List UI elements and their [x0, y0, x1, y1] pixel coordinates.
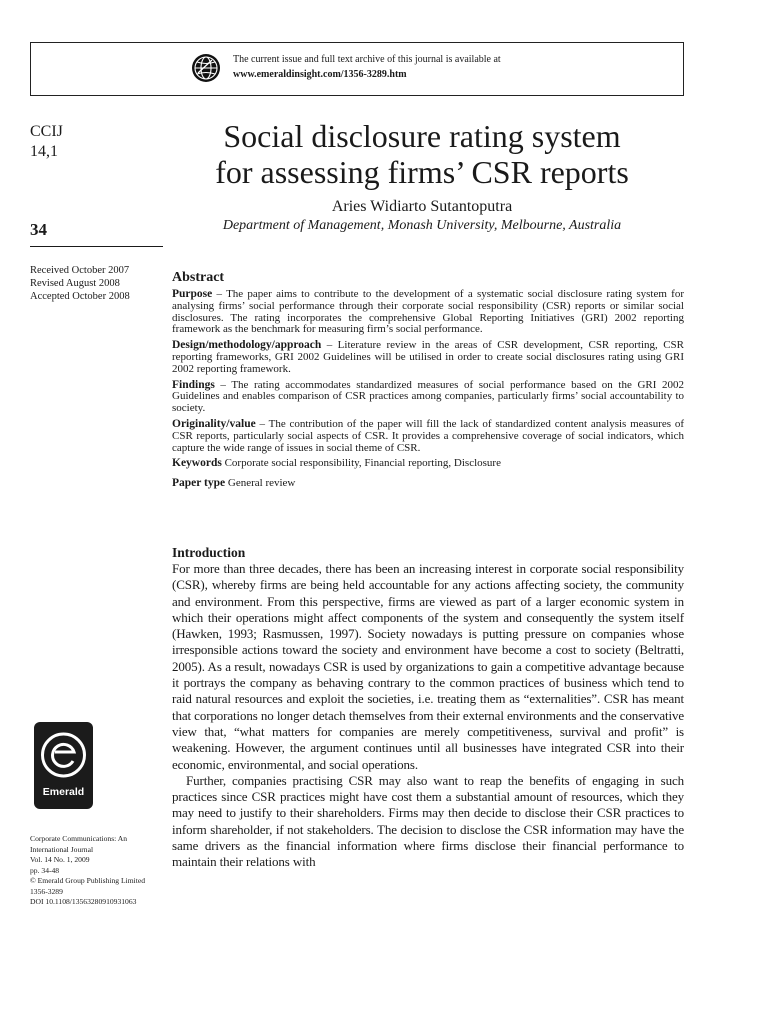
design-label: Design/methodology/approach [172, 339, 322, 352]
citation-block [30, 834, 170, 908]
submission-dates [30, 264, 130, 303]
citation-publisher: © Emerald Group Publishing Limited [30, 876, 146, 885]
abstract-keywords [172, 458, 684, 470]
banner-text [233, 52, 501, 82]
journal-volume: 14,1 [30, 143, 58, 160]
emerald-logo [34, 722, 93, 809]
citation-issn: 1356-3289 [30, 886, 63, 896]
citation-journal-line-2: International Journal [30, 844, 94, 854]
introduction-paragraph-2: Further, companies practising CSR may also want to reap the benefits of engaging in such practices since CSR practices might have cost them a substantial amount of resources, which they may need to justify to their shareholders. Firms may then decide to disclose their CSR practices to inform shareholder, if not stakeholders. The decision to disclose the CSR information may have the same drivers as the financial information where firms disclose their financial performance to maintain their relations with [172, 772, 684, 870]
purpose-text: – The paper aims to contribute to the development of a systematic social disclosure rating system for analysing firms’ social performance through their corporate social responsibility (CSR) reports or similar social disclosures. The rating incorporates the comprehensive Global Reporting Initiatives (GRI) 2002 reporting framework as the benchmark for measuring firm’s social performance. [172, 288, 684, 336]
abstract-heading: Abstract [172, 270, 225, 285]
originality-label: Originality/value [172, 417, 256, 430]
abstract-originality [172, 419, 684, 454]
abstract-paper-type [172, 478, 684, 490]
paper-type-label: Paper type [172, 477, 226, 490]
introduction-heading: Introduction [172, 545, 246, 560]
globe-icon [191, 53, 221, 83]
date-revised: Revised August 2008 [30, 278, 120, 289]
journal-code [30, 122, 63, 162]
findings-label: Findings [172, 378, 215, 391]
journal-url-link[interactable]: www.emeraldinsight.com/1356-3289.htm [233, 69, 407, 80]
date-accepted: Accepted October 2008 [30, 291, 130, 302]
originality-text: – The contribution of the paper will fill the lack of standardized content analysis measures of CSR reports, particularly social aspects of CSR. It provides a comprehensive coverage of social indicators, which capture the wide range of issues in social theme of CSR. [172, 417, 684, 454]
abstract-design [172, 340, 684, 375]
abstract-findings [172, 380, 684, 415]
date-received: Received October 2007 [30, 265, 130, 276]
findings-text: – The rating accommodates standardized measures of social performance based on the GRI 2002 Guidelines and enables comparison of CSR practices among companies, particularly firms’ social accountability to society. [172, 378, 684, 415]
keywords-label: Keywords [172, 457, 222, 470]
citation-journal-line-1: Corporate Communications: An [30, 834, 128, 843]
journal-archive-banner [30, 42, 684, 96]
introduction-section [172, 545, 684, 871]
title-line-1: Social disclosure rating system [223, 118, 621, 154]
emerald-e-icon [34, 722, 93, 786]
introduction-paragraph-1: For more than three decades, there has been an increasing interest in corporate social responsibility (CSR), whereby firms are being held accountable for any actions affecting society, the community and environment. From this perspective, firms are viewed as part of a larger economic system in which their operations might affect components of the system and consequently the system itself (Hawken, 1993; Rasmussen, 1997). Society nowadays is putting pressure on companies whose irresponsible actions toward the society and environment have become a cost to society (Beltratti, 2005). As a result, nowadays CSR is used by organizations to gain a competitive advantage because it portrays the company as behaving contrary to the common practices of business which tend to raid natural resources and exploit the societies, i.e. treating them as “externalities”. CSR has meant that corporations no longer detach themselves from their external environments and the conservative view that, “what matters for companies are merely competitiveness, survival and profit” is weakening. However, the argument continues until all businesses have integrated CSR into their economic, environmental, and social operations. [172, 561, 684, 772]
banner-availability-note: The current issue and full text archive of this journal is available at [233, 54, 501, 65]
purpose-label: Purpose [172, 288, 213, 300]
author-affiliation: Department of Management, Monash University, Melbourne, Australia [222, 218, 622, 233]
title-line-2: for assessing firms’ CSR reports [215, 154, 629, 190]
abstract-section [172, 270, 684, 498]
article-title [160, 118, 684, 190]
author-name: Aries Widiarto Sutantoputra [331, 198, 513, 215]
design-text: – Literature review in the areas of CSR development, CSR reporting, CSR reporting frameworks, GRI 2002 Guidelines will be utilised in order to create social disclosures rating using GRI 2002 reporting framework. [172, 339, 684, 375]
citation-pages: pp. 34-48 [30, 865, 60, 875]
keywords-text: Corporate social responsibility, Financial reporting, Disclosure [221, 457, 501, 470]
citation-doi: DOI 10.1108/13563280910931063 [30, 897, 137, 906]
paper-type-text: General review [225, 477, 296, 490]
journal-abbrev: CCIJ [30, 123, 63, 140]
citation-volume: Vol. 14 No. 1, 2009 [30, 855, 90, 864]
abstract-purpose [172, 289, 684, 336]
emerald-logo-label: Emerald [42, 786, 85, 798]
page-number: 34 [30, 220, 47, 239]
page-number-rule [30, 246, 163, 247]
